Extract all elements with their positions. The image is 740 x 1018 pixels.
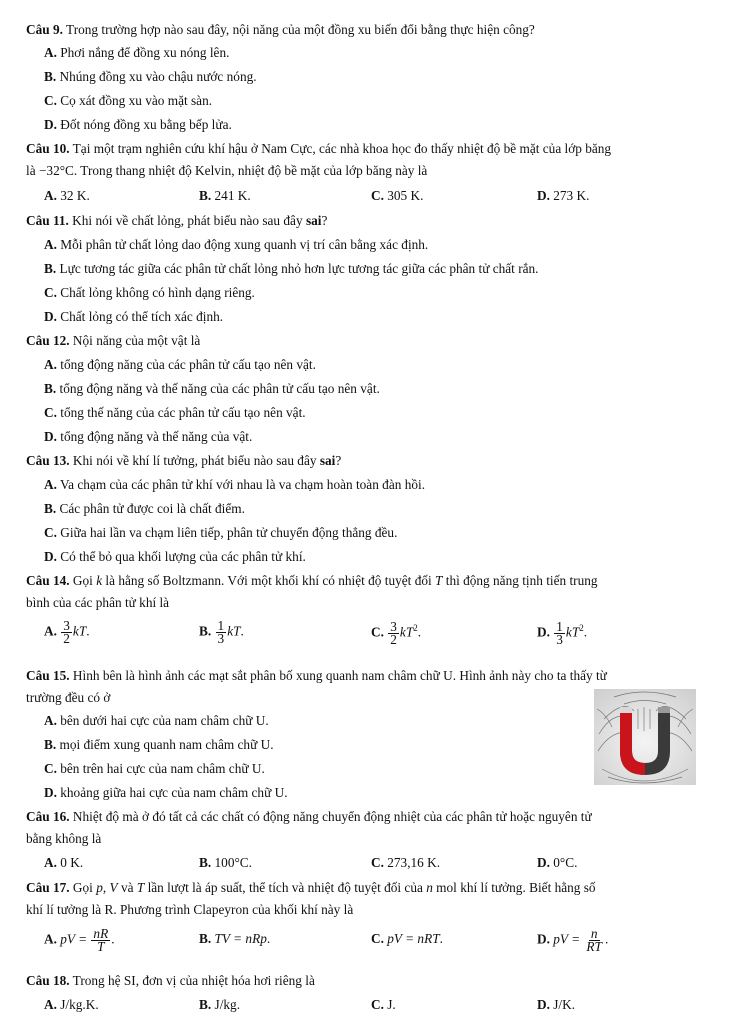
numerator: 1 bbox=[556, 618, 563, 634]
question-10 bbox=[26, 140, 611, 157]
exponent: 2 bbox=[579, 623, 584, 633]
option-text: tổng động năng và thế năng của các phân tử cấu tạo nên vật. bbox=[56, 381, 380, 396]
option-b bbox=[44, 380, 380, 397]
question-17-cont bbox=[26, 901, 353, 918]
fraction bbox=[91, 928, 110, 953]
option-text: Các phân tử được coi là chất điểm. bbox=[56, 501, 245, 516]
options-row bbox=[0, 187, 740, 207]
option-d bbox=[44, 428, 252, 445]
option-key: B. bbox=[44, 261, 57, 276]
option-text: 100°C. bbox=[211, 855, 252, 870]
option-c bbox=[371, 854, 440, 871]
option-key: B. bbox=[44, 381, 57, 396]
option-key: A. bbox=[44, 237, 57, 252]
question-15-cont bbox=[26, 689, 110, 706]
formula-end: . bbox=[111, 931, 115, 947]
fraction bbox=[216, 620, 227, 645]
question-label: Câu 16. bbox=[26, 809, 70, 824]
question-text: Trong hệ SI, đơn vị của nhiệt hóa hơi riêng là bbox=[69, 973, 315, 988]
fraction bbox=[584, 928, 604, 953]
option-key: A. bbox=[44, 931, 57, 947]
fraction bbox=[61, 620, 72, 645]
option-text: bên trên hai cực của nam châm chữ U. bbox=[56, 761, 265, 776]
question-text: thì động năng tịnh tiến trung bbox=[442, 573, 598, 588]
option-text: Chất lỏng không có hình dạng riêng. bbox=[56, 285, 255, 300]
option-text: 32 K. bbox=[56, 188, 90, 203]
question-end: ? bbox=[321, 213, 328, 228]
option-c bbox=[371, 187, 423, 204]
question-text: Gọi bbox=[69, 880, 97, 895]
question-label: Câu 13. bbox=[26, 453, 70, 468]
question-label: Câu 15. bbox=[26, 668, 70, 683]
question-10-cont bbox=[26, 162, 427, 179]
numerator: 3 bbox=[63, 618, 70, 633]
option-key: C. bbox=[44, 405, 57, 420]
option-key: D. bbox=[537, 624, 550, 640]
formula-end: . bbox=[266, 931, 271, 946]
question-15 bbox=[26, 667, 607, 684]
option-text: bên dưới hai cực của nam châm chữ U. bbox=[56, 713, 269, 728]
symbol-t: T bbox=[136, 880, 145, 895]
numerator: nR bbox=[93, 926, 109, 941]
question-text: mol khí lí tưởng. Biết hằng số bbox=[432, 880, 596, 895]
options-row bbox=[0, 996, 740, 1016]
fraction bbox=[554, 618, 565, 647]
symbol-n: n bbox=[426, 880, 433, 895]
question-text: là −32°C. Trong thang nhiệt độ Kelvin, nhiệt độ bề mặt của lớp băng này là bbox=[26, 163, 428, 178]
question-text: bằng không là bbox=[26, 831, 102, 846]
option-c bbox=[371, 996, 396, 1013]
option-a bbox=[44, 187, 90, 204]
formula: TV = nRp bbox=[214, 931, 267, 946]
option-text: 273 K. bbox=[549, 188, 590, 203]
option-a bbox=[44, 356, 316, 373]
option-key: D. bbox=[44, 429, 57, 444]
denominator: RT bbox=[586, 939, 602, 954]
option-d bbox=[537, 620, 587, 646]
option-text: 241 K. bbox=[211, 188, 251, 203]
formula-end: . bbox=[240, 623, 244, 639]
option-a bbox=[44, 620, 90, 645]
fraction bbox=[388, 618, 399, 647]
question-label: Câu 9. bbox=[26, 22, 63, 37]
option-text: Mỗi phân tử chất lỏng dao động xung quanh vị trí cân bằng xác định. bbox=[56, 237, 429, 252]
option-key: A. bbox=[44, 188, 57, 203]
question-text: Khi nói về khí lí tưởng, phát biểu nào sau đây bbox=[69, 453, 320, 468]
formula-end: . bbox=[583, 624, 588, 640]
question-16-cont bbox=[26, 830, 101, 847]
question-12 bbox=[26, 332, 200, 349]
denominator: 3 bbox=[217, 631, 225, 646]
question-text: Nhiệt độ mà ở đó tất cả các chất có động năng chuyển động nhiệt của các phân tử hoặc nguyên tử bbox=[69, 809, 592, 824]
question-label: Câu 14. bbox=[26, 573, 70, 588]
option-text: 305 K. bbox=[383, 188, 424, 203]
option-d bbox=[44, 116, 232, 133]
option-key: A. bbox=[44, 45, 57, 60]
emphasis-word: sai bbox=[319, 453, 336, 468]
option-c bbox=[371, 930, 443, 947]
option-a bbox=[44, 928, 115, 953]
denominator: T bbox=[97, 939, 105, 954]
question-text: khí lí tưởng là R. Phương trình Clapeyron của khối khí này là bbox=[26, 902, 354, 917]
option-text: J/kg. bbox=[211, 997, 241, 1012]
formula-end: . bbox=[604, 931, 609, 947]
option-b bbox=[199, 930, 270, 947]
emphasis-word: sai bbox=[305, 213, 322, 228]
options-row bbox=[0, 854, 740, 874]
option-d bbox=[44, 308, 223, 325]
option-key: A. bbox=[44, 997, 57, 1012]
option-d bbox=[44, 784, 288, 801]
option-text: 0 K. bbox=[56, 855, 84, 870]
symbol-k: k bbox=[96, 573, 103, 588]
option-key: C. bbox=[371, 624, 384, 640]
option-c bbox=[44, 92, 212, 109]
option-key: B. bbox=[44, 69, 57, 84]
option-key: D. bbox=[44, 785, 57, 800]
option-c bbox=[44, 760, 265, 777]
question-text: , bbox=[102, 880, 110, 895]
option-text: Lực tương tác giữa các phân tử chất lỏng nhỏ hơn lực tương tác giữa các phân tử chất rắn. bbox=[56, 261, 539, 276]
option-key: B. bbox=[199, 931, 212, 946]
formula-term: kT bbox=[72, 623, 87, 639]
u-magnet-iron-filings-image bbox=[594, 689, 696, 785]
option-text: Phơi nắng để đồng xu nóng lên. bbox=[56, 45, 230, 60]
question-text: Khi nói về chất lỏng, phát biểu nào sau đây bbox=[68, 213, 306, 228]
option-key: A. bbox=[44, 713, 57, 728]
question-text: Tại một trạm nghiên cứu khí hậu ở Nam Cực, các nhà khoa học đo thấy nhiệt độ bề mặt của lớp băng bbox=[69, 141, 612, 156]
option-text: Cọ xát đồng xu vào mặt sàn. bbox=[56, 93, 213, 108]
option-d bbox=[537, 928, 608, 953]
question-18 bbox=[26, 972, 315, 989]
formula-end: . bbox=[439, 931, 443, 946]
option-text: khoảng giữa hai cực của nam châm chữ U. bbox=[56, 785, 288, 800]
option-key: B. bbox=[199, 997, 212, 1012]
option-text: Có thể bỏ qua khối lượng của các phân tử khí. bbox=[56, 549, 306, 564]
option-text: J. bbox=[383, 997, 396, 1012]
option-a bbox=[44, 712, 269, 729]
option-c bbox=[44, 524, 397, 541]
option-text: Đốt nóng đồng xu bằng bếp lửa. bbox=[56, 117, 232, 132]
option-key: C. bbox=[44, 761, 57, 776]
option-b bbox=[199, 996, 240, 1013]
question-17 bbox=[26, 879, 596, 896]
option-d bbox=[537, 854, 577, 871]
option-key: C. bbox=[44, 93, 57, 108]
numerator: 3 bbox=[390, 618, 397, 634]
question-text: là hằng số Boltzmann. Với một khối khí có nhiệt độ tuyệt đối bbox=[102, 573, 436, 588]
option-a bbox=[44, 476, 425, 493]
option-key: C. bbox=[44, 525, 57, 540]
option-b bbox=[44, 500, 245, 517]
option-key: D. bbox=[44, 117, 57, 132]
option-a bbox=[44, 854, 83, 871]
formula-lhs: pV = bbox=[60, 931, 91, 947]
option-text: tổng thế năng của các phân tử cấu tạo nên vật. bbox=[56, 405, 306, 420]
u-magnet-image bbox=[594, 689, 696, 785]
option-key: A. bbox=[44, 477, 57, 492]
option-text: 0°C. bbox=[549, 855, 578, 870]
option-key: D. bbox=[537, 931, 550, 947]
option-key: B. bbox=[199, 188, 212, 203]
question-label: Câu 12. bbox=[26, 333, 70, 348]
option-d bbox=[537, 187, 589, 204]
denominator: 3 bbox=[556, 631, 563, 647]
numerator: 1 bbox=[217, 618, 225, 633]
question-text: lần lượt là áp suất, thể tích và nhiệt độ tuyệt đối của bbox=[144, 880, 427, 895]
denominator: 2 bbox=[390, 631, 397, 647]
symbol-t: T bbox=[435, 573, 443, 588]
symbol-p: p bbox=[96, 880, 103, 895]
option-key: C. bbox=[371, 855, 384, 870]
formula-end: . bbox=[417, 624, 422, 640]
question-text: bình của các phân tử khí là bbox=[26, 595, 170, 610]
option-key: D. bbox=[44, 309, 57, 324]
formula-term: kT bbox=[399, 624, 414, 640]
option-text: 273,16 K. bbox=[383, 855, 441, 870]
question-16 bbox=[26, 808, 592, 825]
question-text: và bbox=[117, 880, 137, 895]
formula-term: kT bbox=[227, 623, 241, 639]
option-text: Nhúng đồng xu vào chậu nước nóng. bbox=[56, 69, 257, 84]
option-key: D. bbox=[537, 188, 550, 203]
question-label: Câu 10. bbox=[26, 141, 70, 156]
options-row bbox=[0, 928, 740, 958]
option-text: J/K. bbox=[549, 997, 576, 1012]
option-key: C. bbox=[371, 931, 384, 946]
option-d bbox=[537, 996, 575, 1013]
question-11 bbox=[26, 212, 327, 229]
option-b bbox=[44, 260, 539, 277]
option-key: A. bbox=[44, 357, 57, 372]
numerator: n bbox=[590, 926, 598, 941]
option-d bbox=[44, 548, 306, 565]
question-label: Câu 17. bbox=[26, 880, 70, 895]
option-a bbox=[44, 44, 229, 61]
question-14-cont bbox=[26, 594, 169, 611]
option-b bbox=[44, 736, 274, 753]
option-a bbox=[44, 996, 99, 1013]
question-9 bbox=[26, 21, 535, 38]
formula-end: . bbox=[86, 623, 90, 639]
option-text: tổng động năng của các phân tử cấu tạo nên vật. bbox=[56, 357, 316, 372]
option-key: B. bbox=[199, 623, 212, 639]
option-c bbox=[44, 404, 306, 421]
option-b bbox=[199, 187, 251, 204]
question-13 bbox=[26, 452, 341, 469]
option-key: C. bbox=[371, 997, 384, 1012]
question-text: Gọi bbox=[69, 573, 97, 588]
option-key: B. bbox=[44, 737, 57, 752]
question-label: Câu 11. bbox=[26, 213, 69, 228]
option-key: D. bbox=[537, 997, 550, 1012]
option-c bbox=[44, 284, 255, 301]
option-key: B. bbox=[199, 855, 212, 870]
question-text: Trong trường hợp nào sau đây, nội năng của một đồng xu biến đổi bằng thực hiện công? bbox=[62, 22, 535, 37]
option-b bbox=[199, 620, 244, 645]
formula-term: kT bbox=[565, 624, 580, 640]
option-key: C. bbox=[44, 285, 57, 300]
question-text: trường đều có ở bbox=[26, 690, 111, 705]
question-label: Câu 18. bbox=[26, 973, 70, 988]
option-text: tổng động năng và thế năng của vật. bbox=[56, 429, 253, 444]
option-b bbox=[199, 854, 252, 871]
option-b bbox=[44, 68, 257, 85]
exponent: 2 bbox=[413, 623, 418, 633]
option-key: C. bbox=[371, 188, 384, 203]
option-a bbox=[44, 236, 428, 253]
option-key: D. bbox=[537, 855, 550, 870]
option-key: A. bbox=[44, 855, 57, 870]
option-text: Va chạm của các phân tử khí với nhau là va chạm hoàn toàn đàn hồi. bbox=[56, 477, 426, 492]
options-row bbox=[0, 620, 740, 650]
option-text: mọi điểm xung quanh nam châm chữ U. bbox=[56, 737, 274, 752]
denominator: 2 bbox=[63, 631, 70, 646]
formula: pV = nRT bbox=[387, 931, 440, 946]
option-key: D. bbox=[44, 549, 57, 564]
symbol-v: V bbox=[109, 880, 118, 895]
question-text: Hình bên là hình ảnh các mạt sắt phân bố xung quanh nam châm chữ U. Hình ảnh này cho ta thấy từ bbox=[69, 668, 607, 683]
option-text: Giữa hai lần va chạm liên tiếp, phân tử chuyển động thẳng đều. bbox=[56, 525, 398, 540]
option-text: J/kg.K. bbox=[56, 997, 99, 1012]
option-c bbox=[371, 620, 421, 646]
formula-lhs: pV = bbox=[553, 931, 584, 947]
option-key: A. bbox=[44, 623, 57, 639]
question-text: Nội năng của một vật là bbox=[69, 333, 201, 348]
question-end: ? bbox=[335, 453, 342, 468]
option-text: Chất lỏng có thể tích xác định. bbox=[56, 309, 224, 324]
question-14 bbox=[26, 572, 598, 589]
option-key: B. bbox=[44, 501, 57, 516]
